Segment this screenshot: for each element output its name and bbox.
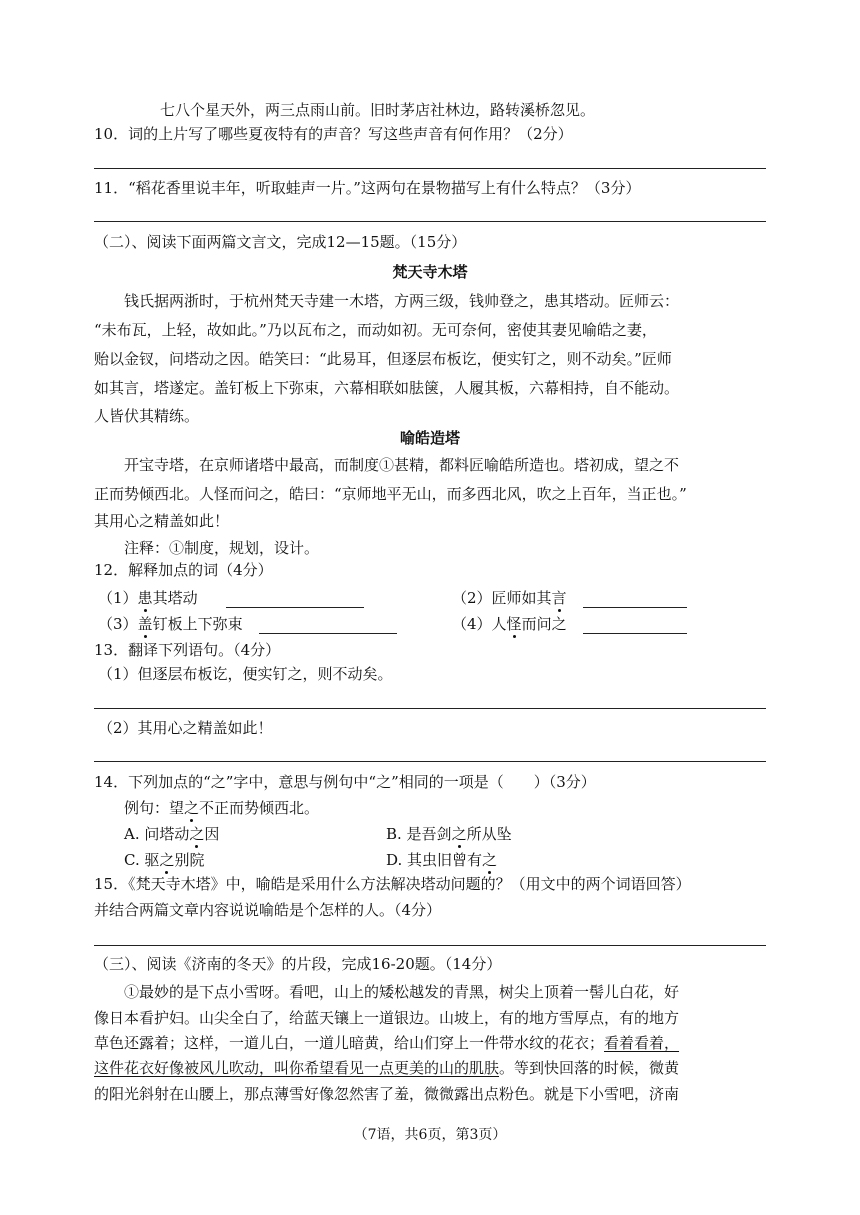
fill-blank[interactable] <box>259 617 397 634</box>
item-prefix: （3） <box>98 615 138 633</box>
passage-3-line <box>94 1033 679 1053</box>
option-prefix: C. 驱 <box>124 851 160 869</box>
fill-blank[interactable] <box>583 591 687 608</box>
dotted-char: 之 <box>451 825 467 843</box>
dotted-char: 怪 <box>506 615 522 633</box>
item-suffix: 钉板上下弥束 <box>152 615 243 633</box>
passage-3-line: ①最妙的是下点小雪呀。看吧，山上的矮松越发的青黑，树尖上顶着一髻儿白花，好 <box>124 983 680 1001</box>
fill-blank[interactable] <box>226 591 364 608</box>
question-10: 10．词的上片写了哪些夏夜特有的声音？写这些声音有何作用？（2分） <box>94 125 573 143</box>
q14-example <box>124 798 319 818</box>
option-prefix: A. 问塔动 <box>124 825 190 843</box>
passage-3-text: 。等到快回落的时候，微黄 <box>499 1059 680 1077</box>
passage-1-line: 贻以金钗，问塔动之因。皓笑曰：“此易耳，但逐层布板讫，便实钉之，则不动矣。”匠师 <box>94 350 672 368</box>
dotted-char: 盖 <box>137 615 153 633</box>
example-prefix: 例句：望 <box>124 799 185 817</box>
passage-2-line: 正而势倾西北。人怪而问之，皓曰：“京师地平无山，而多西北风，吹之上百年，当正也。” <box>94 485 687 503</box>
question-12: 12．解释加点的词（4分） <box>94 561 273 579</box>
question-13: 13．翻译下列语句。（4分） <box>94 641 281 659</box>
question-15-line-2: 并结合两篇文章内容说说喻皓是个怎样的人。（4分） <box>94 901 442 919</box>
passage-1-line: 钱氏据两浙时，于杭州梵天寺建一木塔，方两三级，钱帅登之，患其塔动。匠师云： <box>124 292 680 310</box>
poem-tail: 七八个星天外，两三点雨山前。旧时茅店社林边，路转溪桥忽见。 <box>160 101 596 119</box>
underlined-text: 看着看着， <box>604 1034 680 1052</box>
section-3-heading: （三）、阅读《济南的冬天》的片段，完成16-20题。（14分） <box>94 955 502 973</box>
option-suffix: 因 <box>204 825 220 843</box>
item-prefix: （4）人 <box>452 615 507 633</box>
dotted-char: 之 <box>159 851 175 869</box>
dotted-char: 之 <box>189 825 205 843</box>
question-14: 14．下列加点的“之”字中，意思与例句中“之”相同的一项是（ ）（3分） <box>94 773 596 791</box>
item-prefix: （2）匠师如其 <box>452 589 552 607</box>
q14-option-b[interactable] <box>386 824 512 844</box>
passage-3-line <box>94 1058 679 1078</box>
q14-option-d[interactable] <box>386 850 497 870</box>
item-prefix: （1） <box>98 589 138 607</box>
fill-blank[interactable] <box>583 617 687 634</box>
item-suffix: 其塔动 <box>152 589 198 607</box>
q14-option-c[interactable] <box>124 850 205 870</box>
annotation-note: 注释：①制度，规划，设计。 <box>124 539 320 557</box>
passage-1-title: 梵天寺木塔 <box>392 263 468 281</box>
dotted-char: 言 <box>551 589 567 607</box>
answer-line-15 <box>94 945 766 946</box>
passage-3-line: 的阳光斜射在山腰上，那点薄雪好像忽然害了羞，微微露出点粉色。就是下小雪吧，济南 <box>94 1085 680 1103</box>
passage-2-line: 其用心之精盖如此！ <box>94 512 230 530</box>
q12-item-2 <box>452 588 687 608</box>
dotted-char: 患 <box>137 589 153 607</box>
passage-3-line: 像日本看护妇。山尖全白了，给蓝天镶上一道银边。山坡上，有的地方雪厚点，有的地方 <box>94 1009 680 1027</box>
option-prefix: B. 是吾剑 <box>386 825 452 843</box>
q12-item-1 <box>98 588 364 608</box>
option-suffix: 所从坠 <box>466 825 512 843</box>
answer-line-13-1 <box>94 708 766 709</box>
section-2-heading: （二）、阅读下面两篇文言文，完成12—15题。（15分） <box>94 233 467 251</box>
answer-line-10 <box>94 168 766 169</box>
item-suffix: 而问之 <box>521 615 567 633</box>
option-prefix: D. 其虫旧曾有 <box>386 851 483 869</box>
underlined-text: 这件花衣好像被风儿吹动，叫你希望看见一点更美的山的肌肤 <box>94 1059 500 1077</box>
passage-1-line: “未布瓦，上轻，故如此。”乃以瓦布之，而动如初。无可奈何，密使其妻见喻皓之妻， <box>94 321 657 339</box>
q13-sentence-1: （1）但逐层布板讫，便实钉之，则不动矣。 <box>98 665 393 683</box>
passage-1-line: 如其言，塔遂定。盖钉板上下弥束，六幕相联如胠箧，人履其板，六幕相持，自不能动。 <box>94 379 680 397</box>
passage-1-line: 人皆伏其精练。 <box>94 407 200 425</box>
page-footer: （7语，共6页，第3页） <box>353 1127 507 1143</box>
q13-sentence-2: （2）其用心之精盖如此！ <box>98 719 273 737</box>
passage-3-text: 草色还露着；这样，一道儿白，一道儿暗黄，给山们穿上一件带水纹的花衣； <box>94 1034 605 1052</box>
passage-2-line: 开宝寺塔，在京师诸塔中最高，而制度①甚精，都料匠喻皓所造也。塔初成，望之不 <box>124 456 680 474</box>
q12-item-4 <box>452 614 687 634</box>
answer-line-13-2 <box>94 761 766 762</box>
question-11: 11．“稻花香里说丰年，听取蛙声一片。”这两句在景物描写上有什么特点？（3分） <box>94 179 641 197</box>
q12-item-3 <box>98 614 397 634</box>
answer-line-11 <box>94 221 766 222</box>
dotted-char: 之 <box>482 851 498 869</box>
question-15-line-1: 15．《梵天寺木塔》中，喻皓是采用什么方法解决塔动问题的？（用文中的两个词语回答） <box>94 875 691 893</box>
example-suffix: 不正而势倾西北。 <box>199 799 320 817</box>
q14-option-a[interactable] <box>124 824 219 844</box>
dotted-char: 之 <box>184 799 200 817</box>
option-suffix: 别院 <box>174 851 205 869</box>
passage-2-title: 喻皓造塔 <box>399 429 460 447</box>
